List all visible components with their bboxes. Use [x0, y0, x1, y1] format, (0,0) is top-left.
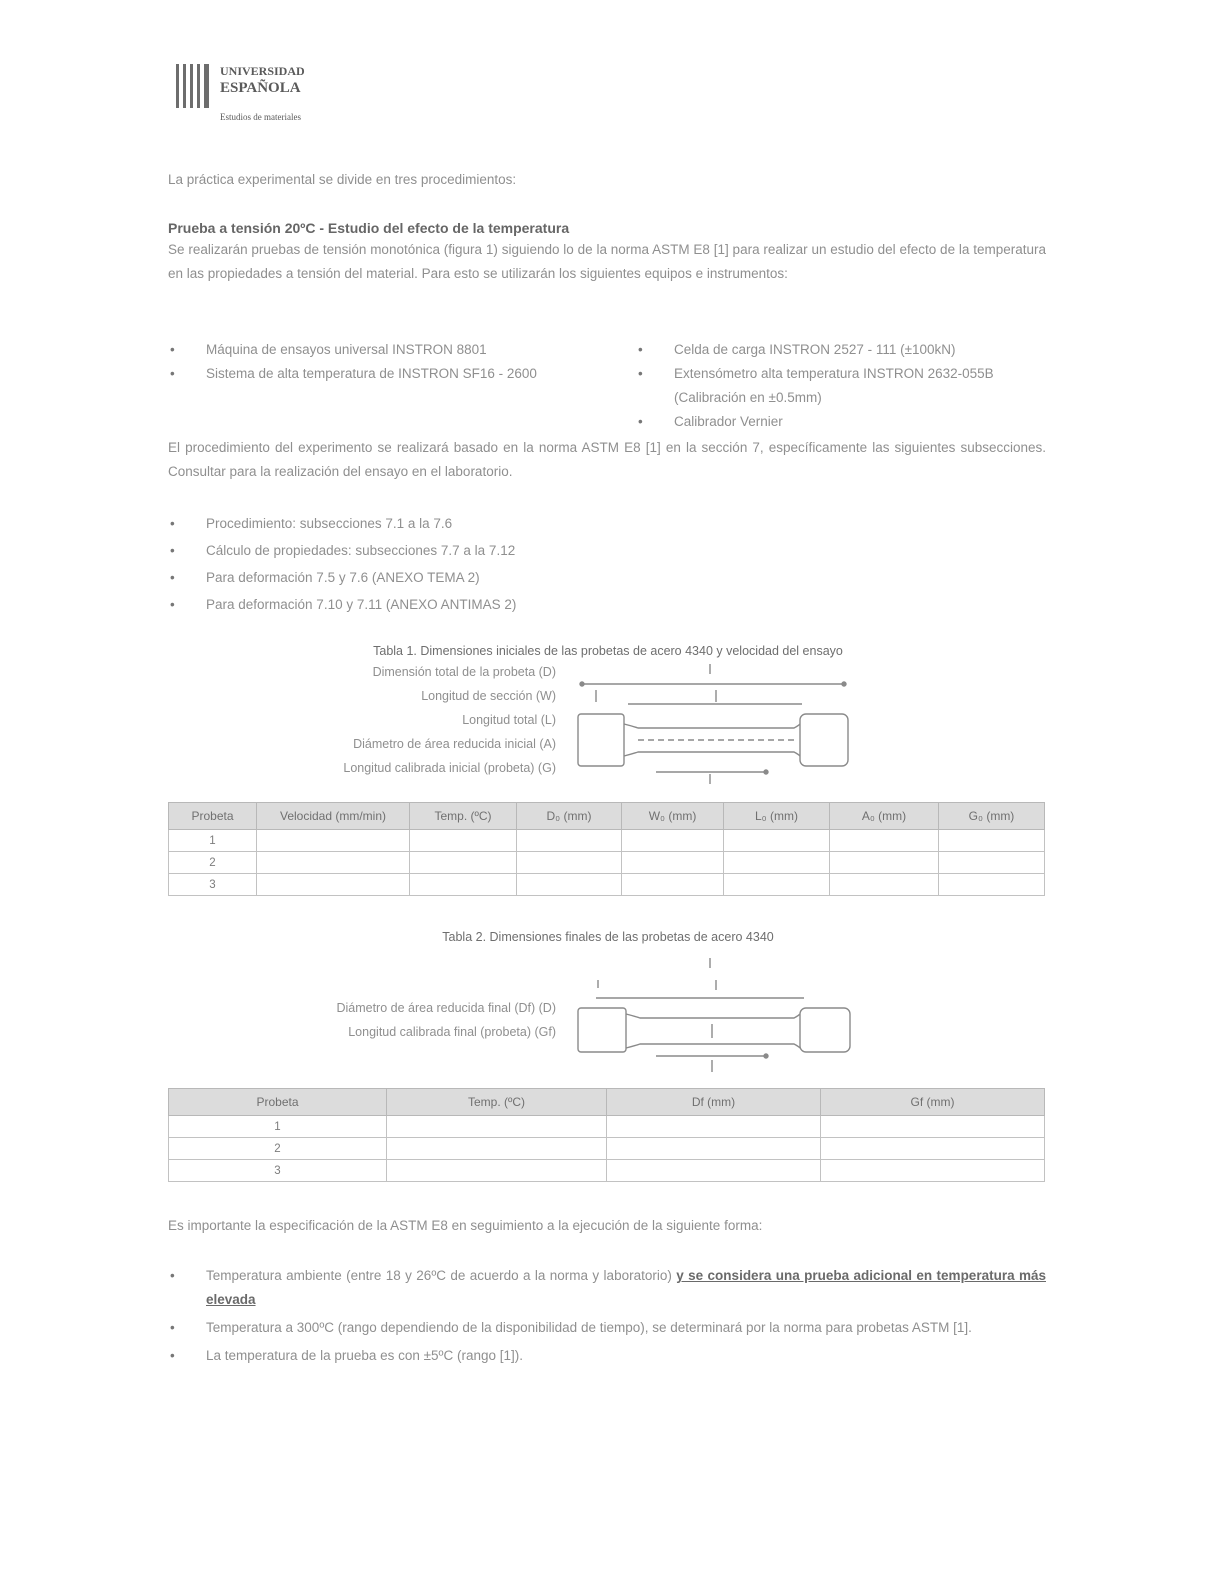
equipment-item: • Sistema de alta temperatura de INSTRON SF16 - 2600 [168, 362, 578, 386]
table-row [169, 1160, 1045, 1182]
table1-header-row [169, 803, 1045, 830]
col-header: L₀ (mm) [724, 803, 830, 830]
cell[interactable] [939, 874, 1045, 896]
diagram-label: Longitud calibrada final (probeta) (Gf) [348, 1025, 556, 1039]
cell[interactable] [257, 874, 410, 896]
row-number: 2 [169, 1138, 387, 1160]
cell[interactable] [387, 1138, 607, 1160]
table-row [169, 852, 1045, 874]
cell[interactable] [410, 874, 517, 896]
table-row [169, 874, 1045, 896]
specimen-diagram-1 [568, 660, 868, 786]
equipment-item: • Calibrador Vernier [636, 410, 1046, 434]
cell[interactable] [257, 830, 410, 852]
intro-text: La práctica experimental se divide en tres procedimientos: [168, 172, 517, 187]
diagram-label: Longitud de sección (W) [421, 689, 556, 703]
procedure-paragraph: El procedimiento del experimento se realizará basado en la norma ASTM E8 [1] en la sección 7, específicamente las siguientes subsecciones. Consultar para la realización del ensayo en el laboratorio. [168, 440, 1046, 479]
table2-header-row [169, 1089, 1045, 1116]
section-heading: Prueba a tensión 20ºC - Estudio del efecto de la temperatura [168, 220, 570, 236]
cell[interactable] [410, 830, 517, 852]
conditions-list [168, 1264, 1046, 1368]
table-row [169, 830, 1045, 852]
steps-list [168, 510, 1046, 618]
cell[interactable] [821, 1160, 1045, 1182]
cell[interactable] [939, 830, 1045, 852]
condition-emphasis: y se considera una prueba adicional en temperatura más elevada [206, 1268, 1046, 1307]
cell[interactable] [622, 830, 724, 852]
cell[interactable] [724, 852, 830, 874]
table2 [168, 1088, 1045, 1182]
diagram-label: Diámetro de área reducida inicial (A) [353, 737, 556, 751]
cell[interactable] [517, 874, 622, 896]
row-number: 1 [169, 830, 257, 852]
cell[interactable] [821, 1138, 1045, 1160]
table1-caption: Tabla 1. Dimensiones iniciales de las probetas de acero 4340 y velocidad del ensayo [373, 644, 843, 658]
logo-mark [176, 64, 210, 108]
condition-text: Temperatura ambiente (entre 18 y 26ºC de acuerdo a la norma y laboratorio) [206, 1268, 677, 1283]
cell[interactable] [387, 1116, 607, 1138]
col-header: Df (mm) [607, 1089, 821, 1116]
logo-line-2: ESPAÑOLA [220, 80, 301, 96]
cell[interactable] [607, 1138, 821, 1160]
col-header: D₀ (mm) [517, 803, 622, 830]
cell[interactable] [724, 830, 830, 852]
equipment-list-left [168, 338, 578, 386]
cell[interactable] [410, 852, 517, 874]
cell[interactable] [724, 874, 830, 896]
logo-line-1: UNIVERSIDAD [220, 64, 305, 78]
table2-diagram-labels [168, 996, 556, 1044]
section-paragraph: Se realizarán pruebas de tensión monotónica (figura 1) siguiendo lo de la norma ASTM E8 [1] para realizar un estudio del efecto de la temperatura en las propiedades a tensión del material. Para esto se utilizarán los siguientes equipos e instrumentos: [168, 242, 1046, 281]
specimen-diagram-2 [568, 956, 868, 1076]
col-header: G₀ (mm) [939, 803, 1045, 830]
table-row [169, 1138, 1045, 1160]
col-header: Gf (mm) [821, 1089, 1045, 1116]
cell[interactable] [622, 852, 724, 874]
col-header: Temp. (ºC) [387, 1089, 607, 1116]
diagram-label: Longitud total (L) [462, 713, 556, 727]
equipment-list-right [636, 338, 1046, 434]
col-header: Temp. (ºC) [410, 803, 517, 830]
equipment-item: • Celda de carga INSTRON 2527 - 111 (±100kN) [636, 338, 1046, 362]
cell[interactable] [257, 852, 410, 874]
logo-line-3: Estudios de materiales [220, 112, 301, 122]
table1 [168, 802, 1045, 896]
cell[interactable] [830, 874, 939, 896]
cell[interactable] [830, 852, 939, 874]
cell[interactable] [387, 1160, 607, 1182]
condition-item: • Temperatura a 300ºC (rango dependiendo de la disponibilidad de tiempo), se determinará por la norma para probetas ASTM [1]. [168, 1316, 1046, 1340]
cell[interactable] [622, 874, 724, 896]
table1-diagram-labels [168, 660, 556, 780]
condition-item: • La temperatura de la prueba es con ±5ºC (rango [1]). [168, 1344, 1046, 1368]
cell[interactable] [830, 830, 939, 852]
diagram-label: Dimensión total de la probeta (D) [372, 665, 556, 679]
cell[interactable] [821, 1116, 1045, 1138]
row-number: 2 [169, 852, 257, 874]
table2-caption: Tabla 2. Dimensiones finales de las probetas de acero 4340 [442, 930, 774, 944]
table-row [169, 1116, 1045, 1138]
cell[interactable] [939, 852, 1045, 874]
col-header: Probeta [169, 803, 257, 830]
cell[interactable] [607, 1160, 821, 1182]
condition-item [168, 1264, 1046, 1312]
cell[interactable] [517, 852, 622, 874]
diagram-label: Longitud calibrada inicial (probeta) (G) [343, 761, 556, 775]
col-header: W₀ (mm) [622, 803, 724, 830]
col-header: Velocidad (mm/min) [257, 803, 410, 830]
col-header: A₀ (mm) [830, 803, 939, 830]
step-item: • Para deformación 7.10 y 7.11 (ANEXO ANTIMAS 2) [168, 591, 1046, 618]
row-number: 3 [169, 874, 257, 896]
cell[interactable] [517, 830, 622, 852]
row-number: 1 [169, 1116, 387, 1138]
row-number: 3 [169, 1160, 387, 1182]
equipment-item: • Máquina de ensayos universal INSTRON 8801 [168, 338, 578, 362]
col-header: Probeta [169, 1089, 387, 1116]
step-item: • Para deformación 7.5 y 7.6 (ANEXO TEMA 2) [168, 564, 1046, 591]
step-item: • Procedimiento: subsecciones 7.1 a la 7.6 [168, 510, 1046, 537]
step-item: • Cálculo de propiedades: subsecciones 7.7 a la 7.12 [168, 537, 1046, 564]
equipment-item: • Extensómetro alta temperatura INSTRON 2632-055B (Calibración en ±0.5mm) [636, 362, 1046, 410]
closing-paragraph: Es importante la especificación de la ASTM E8 en seguimiento a la ejecución de la siguiente forma: [168, 1218, 763, 1233]
diagram-label: Diámetro de área reducida final (Df) (D) [336, 1001, 556, 1015]
cell[interactable] [607, 1116, 821, 1138]
